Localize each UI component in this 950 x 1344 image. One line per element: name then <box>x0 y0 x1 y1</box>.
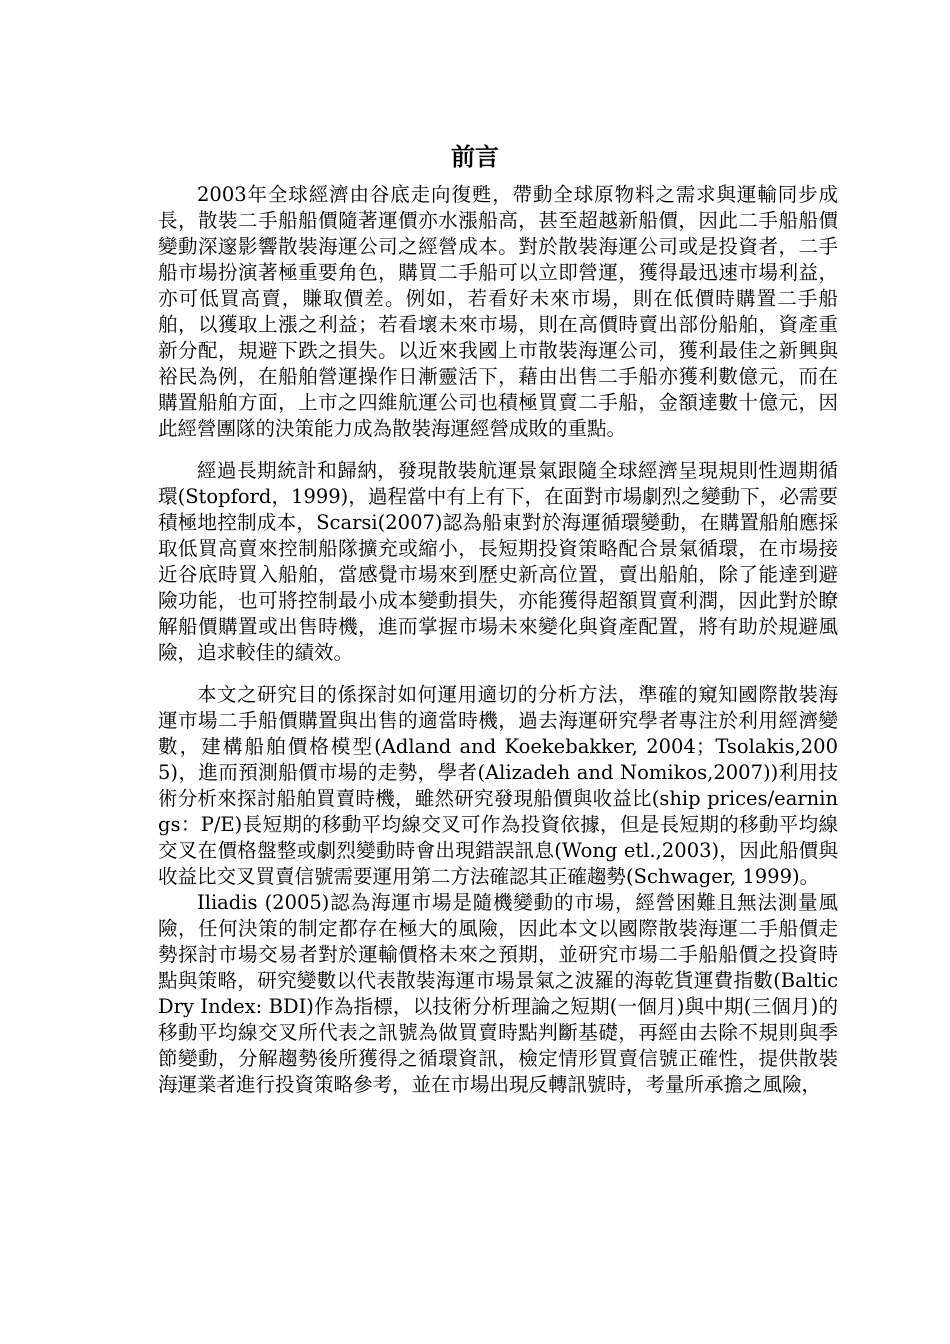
paragraph-1: 2003年全球經濟由谷底走向復甦，帶動全球原物料之需求與運輸同步成長，散裝二手船船價隨著運價亦水漲船高，甚至超越新船價，因此二手船船價變動深邃影響散裝海運公司之經營成本。對於散裝海運公司或是投資者，二手船市場扮演著極重要角色，購買二手船可以立即營運，獲得最迅速市場利益，亦可低買高賣，賺取價差。例如，若看好未來市場，則在低價時購置二手船舶，以獲取上漲之利益；若看壞未來市場，則在高價時賣出部份船舶，資產重新分配，規避下跌之損失。以近來我國上市散裝海運公司，獲利最佳之新興與裕民為例，在船舶營運操作日漸靈活下，藉由出售二手船亦獲利數億元，而在購置船舶方面，上市之四維航運公司也積極買賣二手船，金額達數十億元，因此經營團隊的決策能力成為散裝海運經營成敗的重點。 <box>158 183 838 440</box>
paragraph-2: 經過長期統計和歸納，發現散裝航運景氣跟隨全球經濟呈現規則性週期循環(Stopford，1999)，過程當中有上有下，在面對市場劇烈之變動下，必需要積極地控制成本，Scarsi(2007)認為船東對於海運循環變動，在購置船舶應採取低買高賣來控制船隊擴充或縮小，長短期投資策略配合景氣循環，在市場接近谷底時買入船舶，當感覺市場來到歷史新高位置，賣出船舶，除了能達到避險功能，也可將控制最小成本變動損失，亦能獲得超額買賣利潤，因此對於瞭解船價購置或出售時機，進而掌握市場未來變化與資產配置，將有助於規避風險，追求較佳的績效。 <box>158 459 838 664</box>
paragraph-4: Iliadis (2005)認為海運市場是隨機變動的市場，經營困難且無法測量風險，任何決策的制定都存在極大的風險，因此本文以國際散裝海運二手船價走勢探討市場交易者對於運輸價格未來之預期，並研究市場二手船船價之投資時點與策略，研究變數以代表散裝海運市場景氣之波羅的海乾貨運費指數(Baltic Dry Index: BDI)作為指標，以技術分析理論之短期(一個月)與中期(三個月)的移動平均線交叉所代表之訊號為做買賣時點判斷基礎，再經由去除不規則與季節變動，分解趨勢後所獲得之循環資訊，檢定情形買賣信號正確性，提供散裝海運業者進行投資策略參考，並在市場出現反轉訊號時，考量所承擔之風險， <box>158 891 838 1096</box>
body-text <box>158 182 838 1114</box>
page-title: 前言 <box>451 142 499 171</box>
paragraph-3: 本文之研究目的係探討如何運用適切的分析方法，準確的窺知國際散裝海運市場二手船價購置與出售的適當時機，過去海運研究學者專注於利用經濟變數，建構船舶價格模型(Adland and Koekebakker, 2004；Tsolakis,2005)，進而預測船價市場的走勢，學者(Alizadeh and Nomikos,2007))利用技術分析來探討船舶買賣時機，雖然研究發現船價與收益比(ship prices/earnings：P/E)長短期的移動平均線交叉可作為投資依據，但是長短期的移動平均線交叉在價格盤整或劇烈變動時會出現錯誤訊息(Wong etl.,2003)，因此船價與收益比交叉買賣信號需要運用第二方法確認其正確趨勢(Schwager, 1999)。 <box>158 683 838 888</box>
